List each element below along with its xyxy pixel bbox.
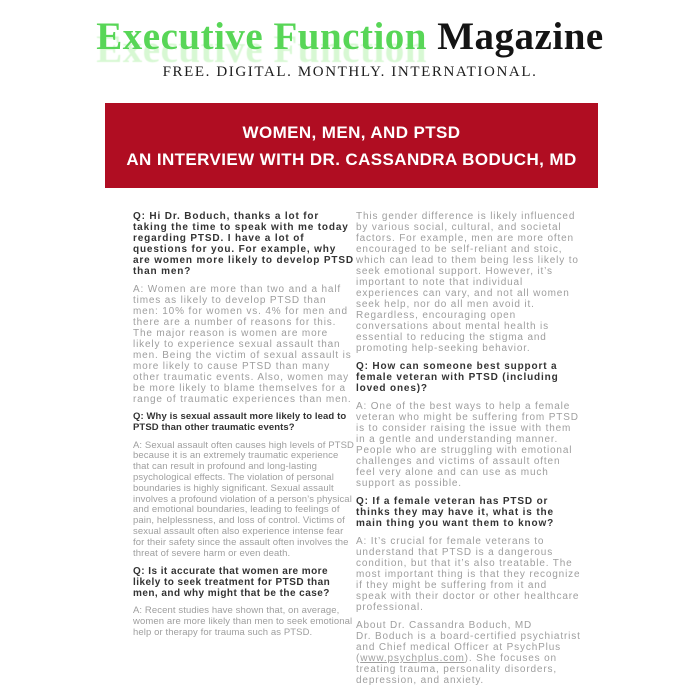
magazine-title-black: Magazine: [427, 15, 604, 58]
answer-paragraph: A: Women are more than two and a half times as likely to develop PTSD than men: 10% for women vs. 4% for men and there are a number of reasons for this. The major reason is women are more likely to experience sexual assault than men. Being the victim of sexual assault is more likely to cause PTSD than many other traumatic events. Also, women may be more likely to blame themselves for a range of traumatic experiences than men.: [133, 284, 352, 405]
psychplus-link[interactable]: www.psychplus.com: [360, 653, 465, 664]
article-column-right: [356, 211, 581, 693]
magazine-tagline: FREE. DIGITAL. MONTHLY. INTERNATIONAL.: [162, 64, 538, 80]
answer-paragraph: A: One of the best ways to help a female veteran who might be suffering from PTSD is to consider raising the issue with them in a gentle and understanding manner. People who are struggling with emotional challenges and victims of assault often feel very alone and can use as much support as possible.: [356, 401, 579, 489]
question-paragraph: Q: Is it accurate that women are more likely to seek treatment for PTSD than men, and why might that be the case?: [133, 566, 331, 600]
question-paragraph: Q: Why is sexual assault more likely to lead to PTSD than other traumatic events?: [133, 411, 347, 433]
question-paragraph: Q: If a female veteran has PTSD or thinks they may have it, what is the main thing you want them to know?: [356, 496, 555, 529]
about-text-pre: Dr. Boduch is a board-certified psychiatrist and Chief medical Officer at PsychPlus (: [356, 631, 581, 664]
magazine-title: [0, 16, 700, 58]
answer-paragraph: A: Sexual assault often causes high levels of PTSD because it is an extremely traumatic experience that can result in profound and long-lasting psychological effects. The violation of personal boundaries is highly significant. Sexual assault involves a profound violation of a person’s physical and emotional boundaries, leading to feelings of pain, helplessness, and loss of control. Victims of sexual assault often also experience intense fear for their safety since the assault often involves the threat of severe harm or even death.: [133, 439, 354, 559]
about-paragraph: [356, 631, 581, 686]
article-title-banner: [105, 103, 598, 188]
masthead: [0, 16, 700, 81]
question-paragraph: Q: Hi Dr. Boduch, thanks a lot for taking the time to speak with me today regarding PTSD. I have a lot of questions for you. For example, why are women more likely to develop PTSD than men?: [133, 211, 354, 277]
article-title: WOMEN, MEN, AND PTSD: [242, 122, 461, 142]
answer-paragraph: A: It’s crucial for female veterans to understand that PTSD is a dangerous condition, but that it’s also treatable. The most important thing is that they recognize if they might be suffering from it and speak with their doctor or other healthcare professional.: [356, 536, 581, 613]
question-paragraph: Q: How can someone best support a female veteran with PTSD (including loved ones)?: [356, 361, 559, 394]
article-column-left: [133, 211, 355, 646]
about-text-post: ). She focuses on treating trauma, personality disorders, depression, and anxiety.: [356, 653, 558, 686]
answer-paragraph: A: Recent studies have shown that, on average, women are more likely than men to seek emotional help or therapy for trauma such as PTSD.: [133, 605, 353, 638]
about-title: About Dr. Cassandra Boduch, MD: [356, 620, 533, 631]
magazine-title-green: Executive Function: [96, 15, 427, 58]
answer-paragraph: This gender difference is likely influenced by various social, cultural, and societal factors. For example, men are more often encouraged to be self-reliant and stoic, which can lead to them being less likely to seek emotional support. However, it’s important to note that individual experiences can vary, and not all women seek help, nor do all men avoid it. Regardless, encouraging open conversations about mental health is essential to reducing the stigma and promoting help-seeking behavior.: [356, 211, 579, 354]
article-subtitle: AN INTERVIEW WITH DR. CASSANDRA BODUCH, MD: [126, 149, 577, 169]
